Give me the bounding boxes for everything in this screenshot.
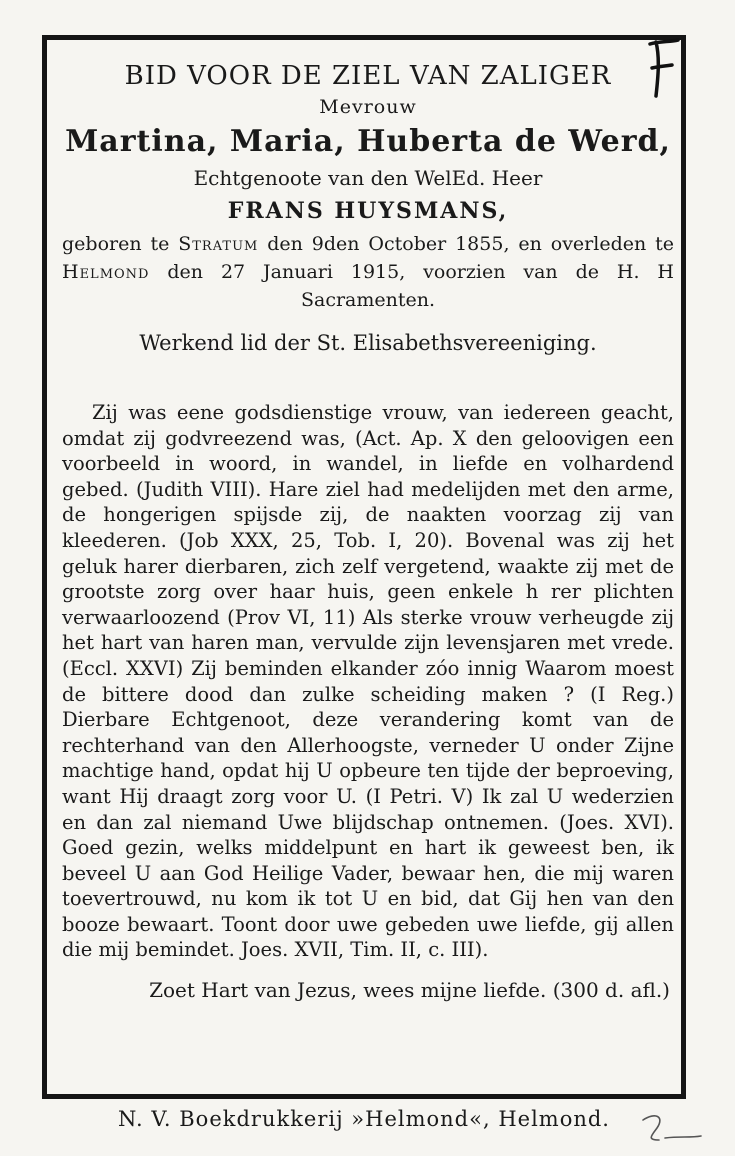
printer-credit: N. V. Boekdrukkerij »Helmond«, Helmond. (118, 1107, 610, 1131)
card-content (62, 58, 674, 1005)
spouse-prefix: Echtgenoote van den WelEd. Heer (193, 166, 543, 190)
death-place: Helmond (62, 261, 150, 283)
biography (62, 230, 674, 314)
membership-line: Werkend lid der St. Elisabethsvereeniging. (139, 331, 597, 355)
prayer-title: BID VOOR DE ZIEL VAN ZALIGER (124, 61, 612, 91)
closing-prayer: Zoet Hart van Jezus, wees mijne liefde. (300 d. afl.) (149, 978, 670, 1003)
deceased-name: Martina, Maria, Huberta de Werd, (65, 124, 671, 159)
spouse-name: FRANS HUYSMANS, (227, 198, 509, 224)
bio-text-2: den 9den October 1855, en overleden te (258, 233, 674, 255)
birth-place: Stratum (178, 233, 259, 255)
bio-text-1: geboren te (62, 233, 179, 255)
bio-text-3: den 27 Januari 1915, voorzien van de H. H Sacramenten. (149, 261, 674, 311)
pencil-mark (635, 1110, 705, 1150)
eulogy-text: Zij was eene godsdienstige vrouw, van iedereen geacht, omdat zij godvreezend was, (Act. Ap. X den geloovigen een voorbeeld in woord, in wandel, in liefde en volhardend gebed. (Judith VIII). Hare ziel had medelijden met den arme, de hongerigen spijsde zij, de naakten voorzag zij van kleederen. (Job XXX, 25, Tob. I, 20). Bovenal was zij het geluk harer dierbaren, zich zelf vergetend, waakte zij met de grootste zorg over haar huis, geen enkele h rer plichten verwaarloozend (Prov VI, 11) Als sterke vrouw verheugde zij het hart van haren man, vervulde zijn levensjaren met vrede. (Eccl. XXVI) Zij beminden elkander zóo innig Waarom moest de bittere dood dan zulke scheiding maken ? (I Reg.) Dierbare Echtgenoot, deze verandering komt van de rechterhand van den Allerhoogste, verneder U onder Zijne machtige hand, opdat hij U opbeure ten tijde der beproeving, want Hij draagt zorg voor U. (I Petri. V) Ik zal U wederzien en dan zal niemand Uwe blijdschap ontnemen. (Joes. XVI). Goed gezin, welks middelpunt en hart ik geweest ben, ik beveel U aan God Heilige Vader, bewaar hen, die mij waren toevertrouwd, nu kom ik tot U en bid, dat Gij hen van den booze bewaart. Toont door uwe gebeden uwe liefde, gij allen die mij bemindet. Joes. XVII, Tim. II, c. III). (62, 401, 674, 962)
salutation: Mevrouw (319, 96, 417, 118)
